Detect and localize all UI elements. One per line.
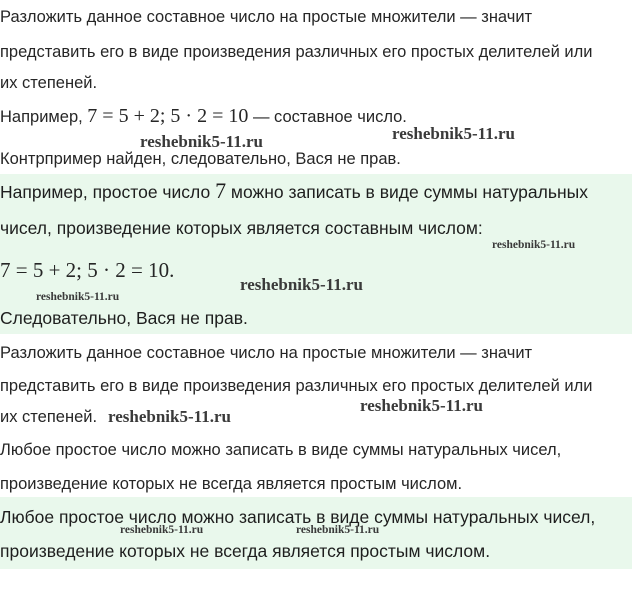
solution-block-2 (0, 174, 632, 334)
watermark: reshebnik5-11.ru (392, 124, 515, 143)
watermark: reshebnik5-11.ru (240, 275, 363, 294)
block1-line3: их степеней. (0, 74, 98, 92)
example-prefix: Например, (0, 108, 88, 126)
watermark: reshebnik5-11.ru (360, 396, 483, 415)
block2-line2: чисел, произведение которых является составным числом: (0, 218, 483, 238)
block2-prefix: Например, простое число (0, 182, 216, 202)
block4-line2: произведение которых не всегда является простым числом. (0, 541, 491, 561)
solution-block-4 (0, 497, 632, 569)
block3-line5: произведение которых не всегда является простым числом. (0, 475, 463, 493)
example-math: 7 = 5 + 2; 5 · 2 = 10 (87, 105, 249, 127)
watermark: reshebnik5-11.ru (120, 524, 204, 536)
block2-formula: 7 = 5 + 2; 5 · 2 = 10. (0, 258, 175, 282)
solution-block-1 (0, 0, 632, 174)
block4-line1: Любое простое число можно записать в виде суммы натуральных чисел, (0, 507, 596, 527)
block3-line1: Разложить данное составное число на простые множители — значит (0, 344, 533, 362)
block2-suffix: можно записать в виде суммы натуральных (226, 182, 588, 202)
block1-line2: представить его в виде произведения различных его простых делителей или (0, 43, 593, 61)
block1-example-line (0, 106, 407, 127)
block2-math-seven: 7 (215, 178, 227, 203)
watermark: reshebnik5-11.ru (296, 524, 380, 536)
block2-line4: Следовательно, Вася не прав. (0, 308, 248, 328)
block3-line2: представить его в виде произведения различных его простых делителей или (0, 377, 593, 395)
example-suffix: — составное число. (248, 108, 407, 126)
block2-line1 (0, 178, 588, 203)
block3-line4: Любое простое число можно записать в виде суммы натуральных чисел, (0, 441, 562, 459)
block1-line1: Разложить данное составное число на простые множители — значит (0, 8, 533, 26)
watermark: reshebnik5-11.ru (108, 407, 231, 426)
watermark: reshebnik5-11.ru (36, 291, 120, 303)
block3-line3: их степеней. (0, 408, 98, 426)
solution-block-3 (0, 334, 632, 497)
block1-line5: Контрпример найден, следовательно, Вася не прав. (0, 150, 401, 168)
watermark: reshebnik5-11.ru (492, 239, 576, 251)
watermark: reshebnik5-11.ru (140, 132, 263, 151)
